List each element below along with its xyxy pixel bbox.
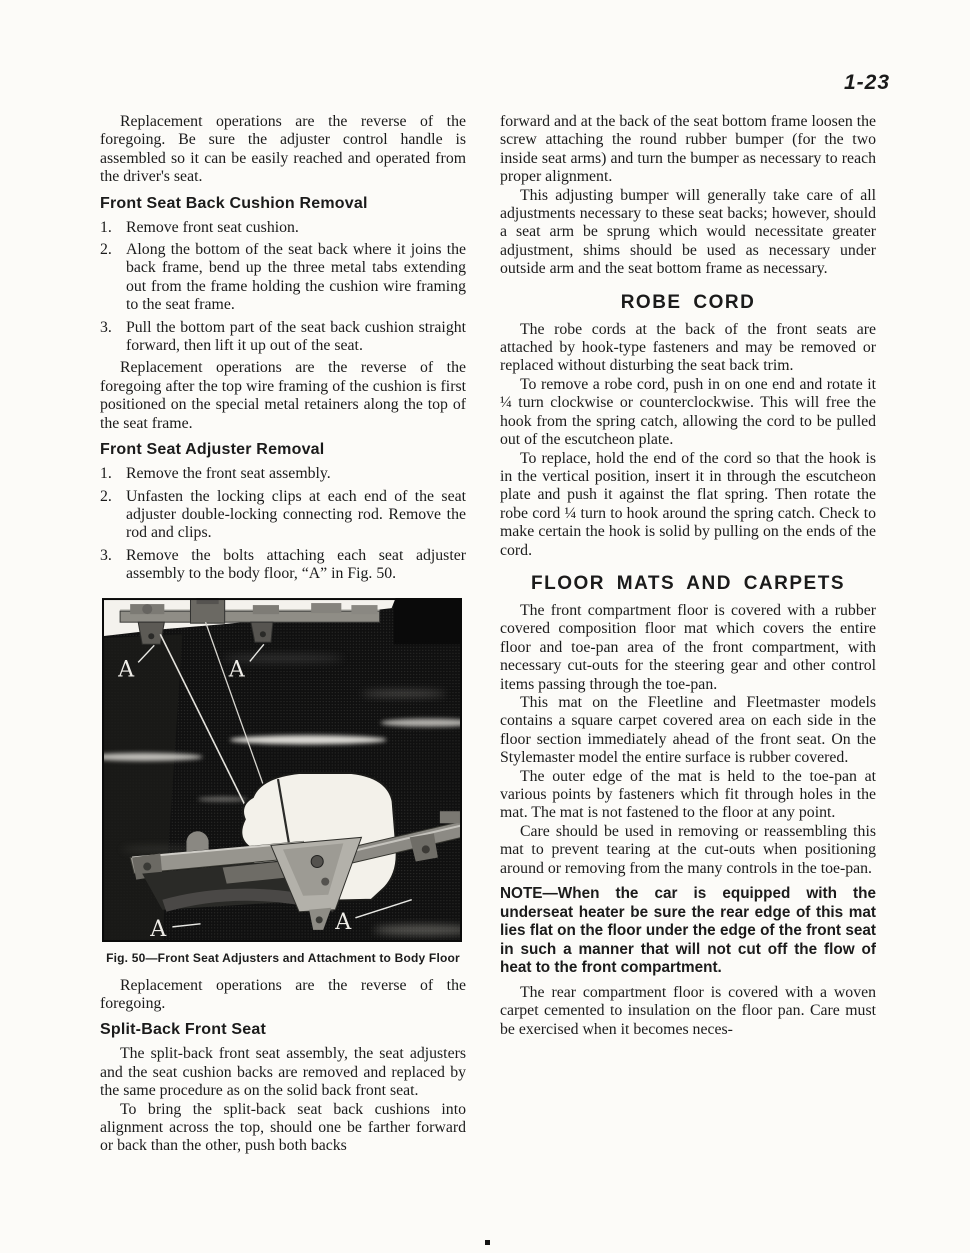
callout-a-bottom-left: A <box>150 915 167 942</box>
heading-floor-mats-and-carpets: FLOOR MATS AND CARPETS <box>531 572 845 594</box>
paragraph-floor-mats-2: This mat on the Fleetline and Fleetmaster models contains a square carpet covered area on each side in the floor section immediately ahead of the front seat. On the Stylemaster model the entire surface is rubber covered. <box>500 693 876 767</box>
cushion-removal-steps <box>100 219 466 356</box>
paragraph-floor-mats-4: Care should be used in removing or reassembling this mat to prevent tearing at the cut-outs when positioning around or removing from the many controls in the toe-pan. <box>500 822 876 877</box>
paragraph-robe-cord-3: To replace, hold the end of the cord so that the hook is in the vertical position, insert it in through the escutcheon plate and push it against the flat spring. Then rotate the robe cord ¼ turn to hook around the spring catch. Check to make certain the hook is solid by pulling on the ends of the cord. <box>500 449 876 559</box>
paragraph-rear-compartment: The rear compartment floor is covered with a woven carpet cemented to insulation on the floor pan. Care must be exercised when it becomes neces- <box>500 984 876 1038</box>
list-number: 2. <box>100 241 112 259</box>
paragraph-split-back-1: The split-back front seat assembly, the seat adjusters and the seat cushion backs are removed and replaced by the same procedure as on the solid back front seat. <box>100 1045 466 1100</box>
dark-corner <box>394 598 462 644</box>
heading-front-seat-adjuster-removal: Front Seat Adjuster Removal <box>100 441 325 459</box>
adjuster-removal-steps <box>100 465 466 583</box>
list-number: 3. <box>100 318 112 336</box>
callout-a-top-right: A <box>228 656 245 683</box>
heading-split-back-front-seat: Split-Back Front Seat <box>100 1021 267 1039</box>
paragraph-bumper-continuation: forward and at the back of the seat bottom frame loosen the screw attaching the round rubber bumper (for the two inside seat arms) and turn the bumper as necessary to reach proper alignment. <box>500 113 876 186</box>
list-number: 1. <box>100 465 112 483</box>
list-text: Unfasten the locking clips at each end of the seat adjuster double-locking connecting rod. Remove the rod and clips. <box>126 487 466 542</box>
paragraph-split-back-2: To bring the split-back seat back cushions into alignment across the top, should one be farther forward or back than the other, push both backs <box>100 1100 466 1155</box>
paragraph-robe-cord-2: To remove a robe cord, push in on one end and rotate it ¼ turn clockwise or counterclockwise. This will free the hook from the spring catch, allowing the cord to be pulled out of the escutcheon plate. <box>500 375 876 449</box>
heading-robe-cord: ROBE CORD <box>620 291 756 313</box>
paragraph-floor-mats-3: The outer edge of the mat is held to the toe-pan at various points by fasteners which fit through holes in the mat. The mat is not fastened to the floor at any point. <box>500 767 876 822</box>
list-text: Pull the bottom part of the seat back cushion straight forward, then lift it up out of the seat. <box>126 318 466 355</box>
callout-a-top-left: A <box>118 656 135 683</box>
list-text: Remove the bolts attaching each seat adjuster assembly to the body floor, “A” in Fig. 50. <box>126 546 466 583</box>
paragraph-replacement-intro: Replacement operations are the reverse of the foregoing. Be sure the adjuster control handle is assembled so it can be easily reached and operated from the driver's seat. <box>100 113 466 186</box>
note-underseat-heater: NOTE—When the car is equipped with the underseat heater be sure the rear edge of this mat lies flat on the floor under the edge of the front seat in such a manner that will not cut off the flow of heat to the front compartment. <box>500 885 876 977</box>
list-item <box>100 241 466 315</box>
heading-front-seat-back-cushion-removal: Front Seat Back Cushion Removal <box>100 194 368 212</box>
paragraph-floor-mats-1: The front compartment floor is covered with a rubber covered composition floor mat which covers the entire floor and toe-pan area of the front compartment, with necessary cut-outs for the steering gear and other control items passing through the toe-pan. <box>500 601 876 693</box>
paragraph-replacement-cushion: Replacement operations are the reverse of the foregoing after the top wire framing of the cushion is first positioned on the special metal retainers along the top of the seat frame. <box>100 359 466 432</box>
callout-a-bottom-right: A <box>335 908 352 935</box>
list-number: 1. <box>100 218 112 236</box>
paragraph-replacement-adjusters: Replacement operations are the reverse of the foregoing. <box>100 976 466 1012</box>
list-item <box>100 319 466 356</box>
right-column <box>500 113 876 1156</box>
list-item <box>100 465 466 483</box>
paragraph-adjusting-bumper: This adjusting bumper will generally take care of all adjustments necessary to these seat backs; however, should a seat arm be sprung which would necessitate greater adjustment, shims should be used as necessary under outside arm and the seat bottom frame as necessary. <box>500 186 876 278</box>
list-number: 3. <box>100 546 112 564</box>
page-columns <box>100 113 876 1156</box>
list-item <box>100 219 466 237</box>
list-item <box>100 488 466 543</box>
figure-caption: Fig. 50—Front Seat Adjusters and Attachment to Body Floor <box>106 950 460 965</box>
list-number: 2. <box>100 487 112 505</box>
figure-photo <box>102 598 462 942</box>
page-bottom-dot <box>485 1240 490 1245</box>
list-text: Along the bottom of the seat back where it joins the back frame, bend up the three metal tabs extending out from the frame holding the cushion wire framing to the seat frame. <box>126 241 466 314</box>
page-number: 1-23 <box>843 71 890 94</box>
paragraph-robe-cord-1: The robe cords at the back of the front seats are attached by hook-type fasteners and may be removed or replaced without disturbing the seat back trim. <box>500 320 876 375</box>
list-text: Remove front seat cushion. <box>126 218 299 236</box>
left-column <box>100 113 466 1156</box>
list-text: Remove the front seat assembly. <box>126 465 331 483</box>
list-item <box>100 547 466 584</box>
figure-50 <box>100 598 466 965</box>
